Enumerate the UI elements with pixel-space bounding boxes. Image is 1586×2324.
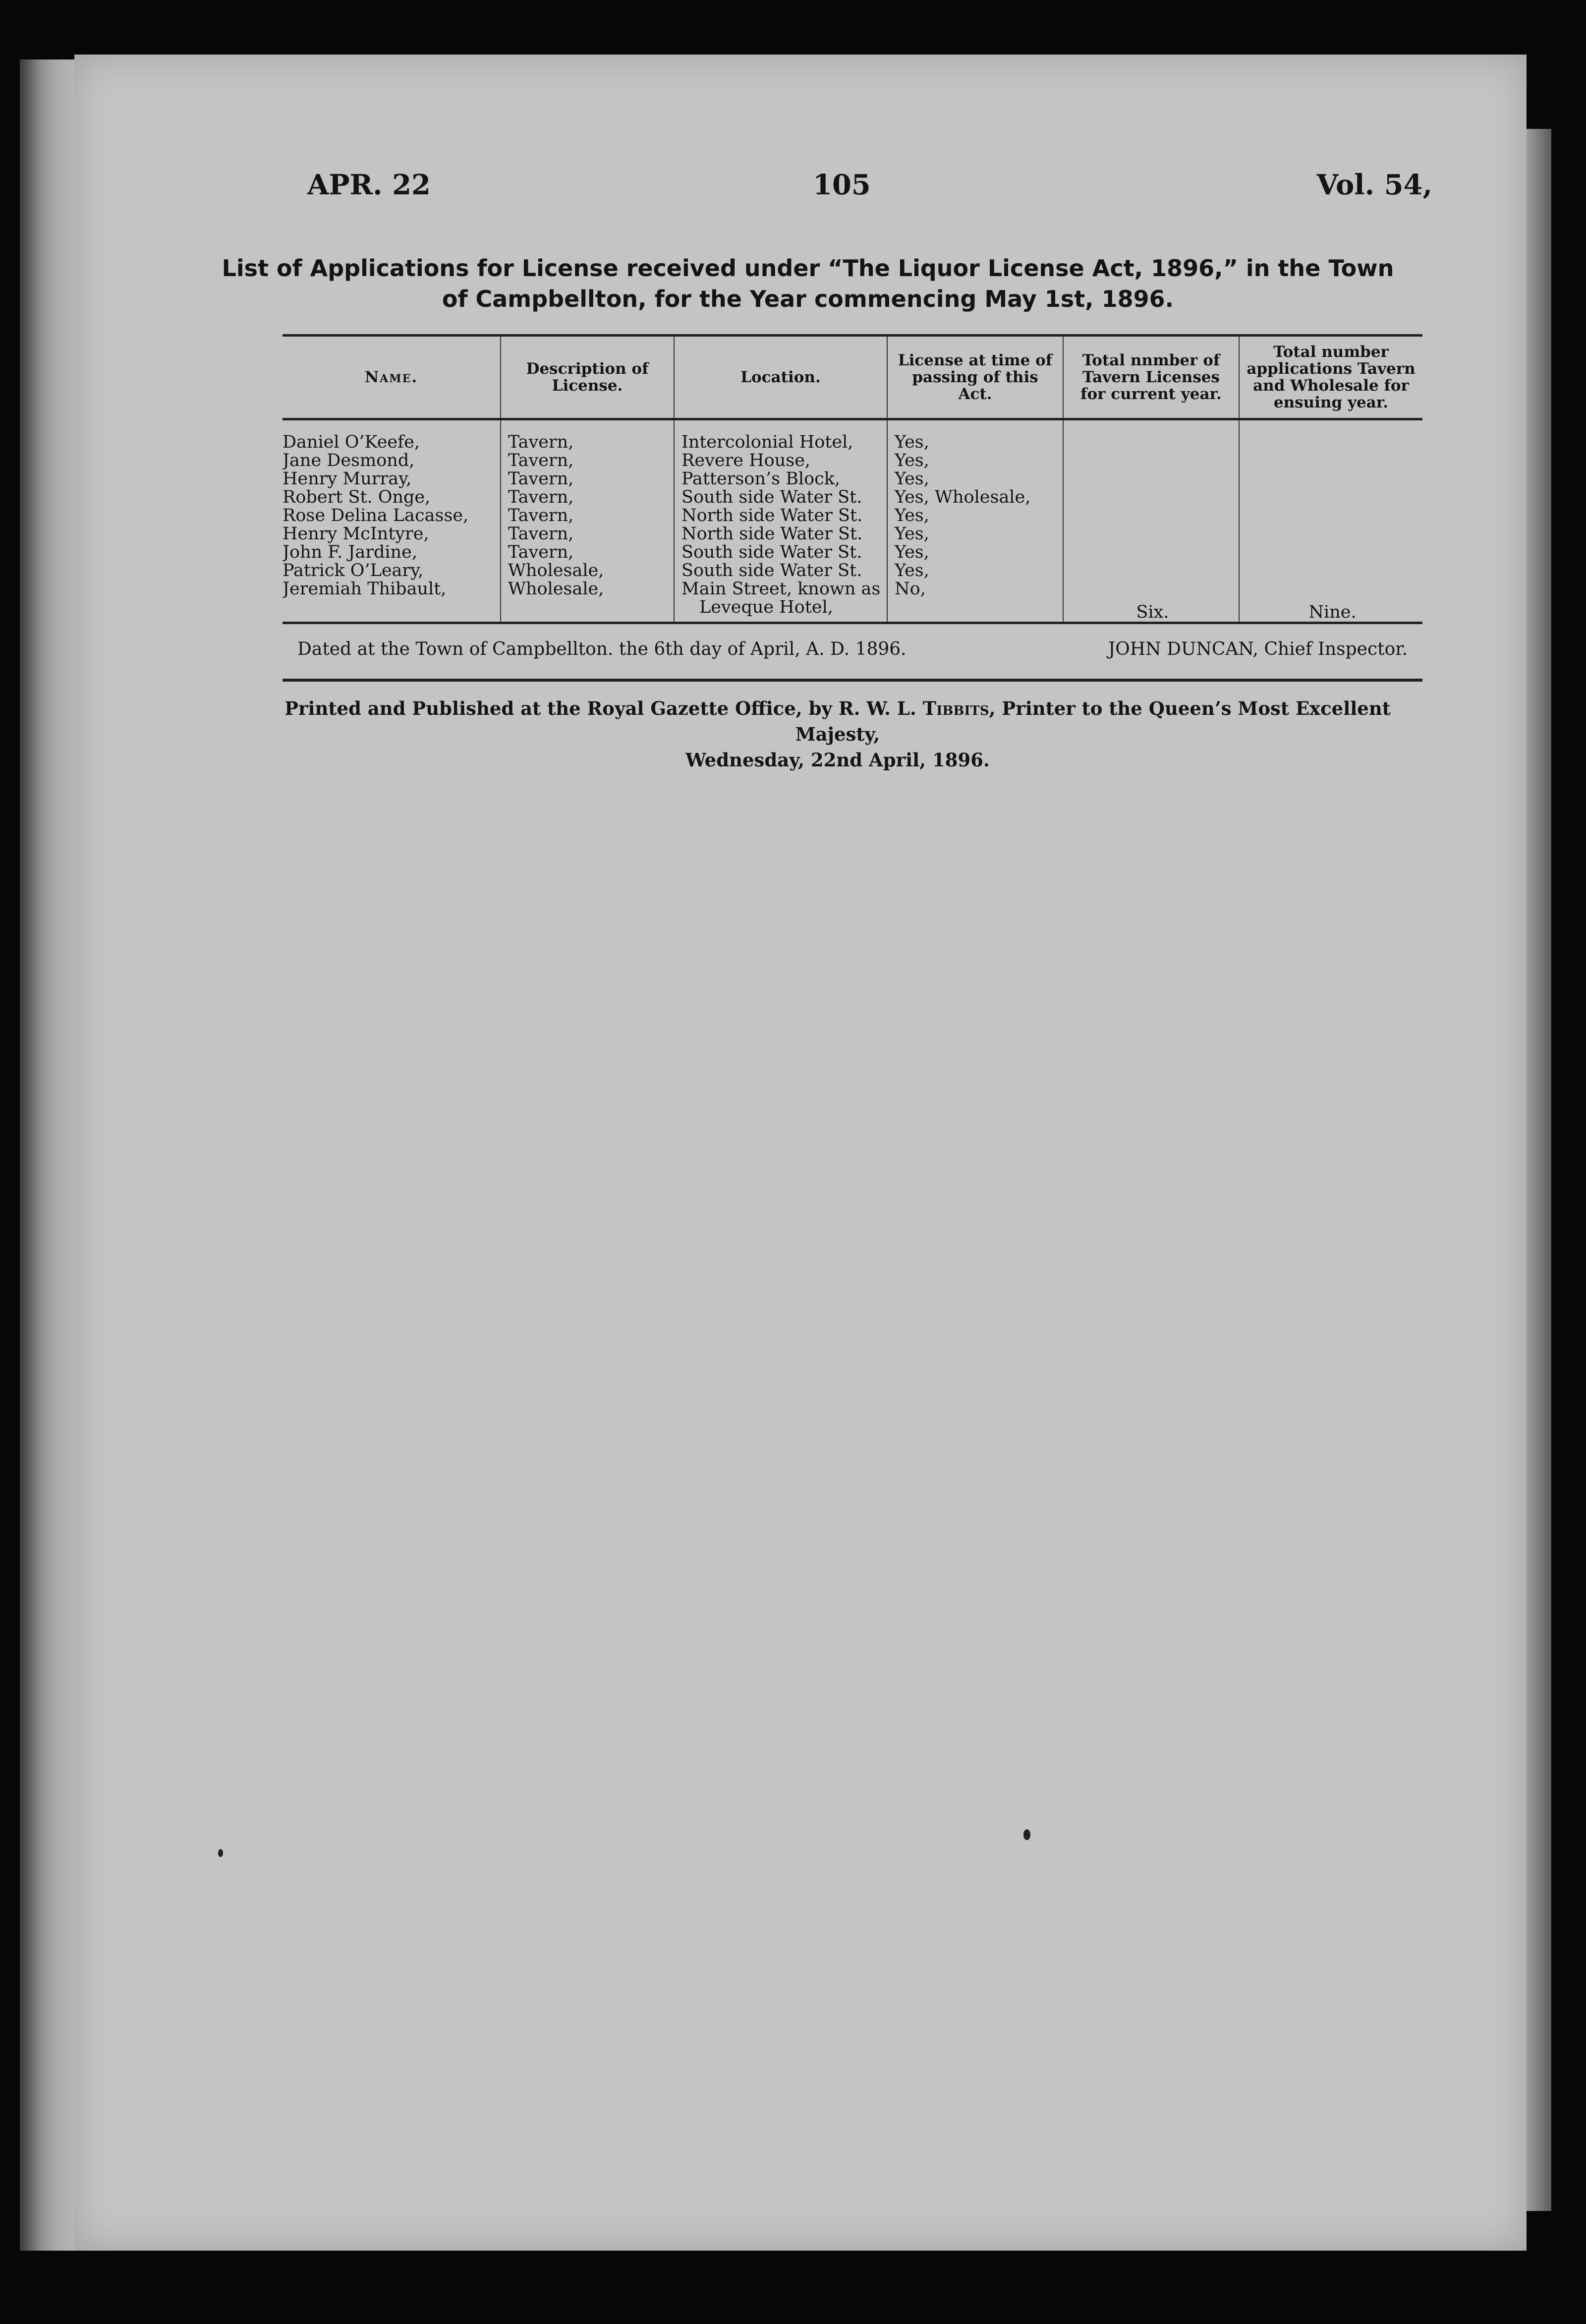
dated-statement: Dated at the Town of Campbellton. the 6th day of April, A. D. 1896.: [297, 639, 906, 659]
license-applications-table: [283, 334, 1422, 624]
total-current-licenses: Six.: [1063, 419, 1239, 623]
license-description: Wholesale,: [501, 562, 674, 580]
license-status: No,: [887, 580, 1063, 623]
license-location: Revere House,: [674, 452, 887, 470]
issue-date: APR. 22: [307, 169, 431, 201]
location-line: Main Street, known as: [681, 580, 881, 599]
applicant-name: Jane Desmond,: [283, 452, 415, 470]
license-status: Yes,: [887, 562, 1063, 580]
applicant-name: Henry Murray,: [283, 470, 412, 488]
printer-imprint: [198, 696, 1417, 773]
scan-page-edge-right: [1527, 129, 1551, 2211]
license-status: Yes,: [887, 525, 1063, 543]
license-location: Intercolonial Hotel,: [674, 419, 887, 452]
license-status: Yes, Wholesale,: [887, 488, 1063, 507]
header-total-ensuing: Total number applications Tavern and Wholesale for ensuing year.: [1239, 336, 1422, 419]
page-content: [198, 169, 1432, 773]
ink-speck: [1023, 1829, 1030, 1840]
closing-rule: [283, 679, 1422, 682]
ink-speck: [218, 1849, 223, 1857]
header-license-at-time: License at time of passing of this Act.: [887, 336, 1063, 419]
license-location: North side Water St.: [674, 525, 887, 543]
license-description: Tavern,: [501, 543, 674, 562]
total-ensuing-applications: Nine.: [1239, 419, 1422, 623]
license-description: Tavern,: [501, 470, 674, 488]
table-row: [283, 419, 1422, 452]
license-status: Yes,: [887, 543, 1063, 562]
license-description: Wholesale,: [501, 580, 674, 623]
imprint-date-line: Wednesday, 22nd April, 1896.: [685, 749, 990, 771]
header-location: Location.: [674, 336, 887, 419]
header-name: Name.: [364, 368, 418, 386]
imprint-line-1: [258, 696, 1417, 747]
list-title: List of Applications for License received under “The Liquor License Act, 1896,” in the Town of Campbellton, for the Year commencing May 1st, 1896.: [222, 255, 1394, 312]
volume-number: Vol. 54,: [1316, 169, 1432, 201]
license-location: Patterson’s Block,: [674, 470, 887, 488]
license-location: North side Water St.: [674, 507, 887, 525]
applicant-name: Rose Delina Lacasse,: [283, 507, 469, 525]
applicant-name: Daniel O’Keefe,: [283, 432, 420, 452]
location-line-continued: Leveque Hotel,: [699, 597, 833, 617]
applicant-name: Jeremiah Thibault,: [283, 580, 447, 599]
applicant-name: Robert St. Onge,: [283, 488, 431, 507]
license-description: Tavern,: [501, 525, 674, 543]
applicant-name: John F. Jardine,: [283, 543, 418, 562]
license-location: [674, 580, 887, 623]
header-description: Description of License.: [501, 336, 674, 419]
license-description: Tavern,: [501, 452, 674, 470]
scan-page-edge-left: [20, 59, 79, 2251]
imprint-after-printer: , Printer to the Queen’s Most Excellent Majesty,: [795, 697, 1391, 745]
running-head: [198, 169, 1432, 208]
license-description: Tavern,: [501, 488, 674, 507]
license-description: Tavern,: [501, 419, 674, 452]
license-location: South side Water St.: [674, 562, 887, 580]
inspector-signature: JOHN DUNCAN, Chief Inspector.: [1108, 639, 1408, 659]
header-total-current: Total nnmber of Tavern Licenses for current year.: [1063, 336, 1239, 419]
applicant-name: Henry McIntyre,: [283, 525, 429, 543]
license-location: South side Water St.: [674, 543, 887, 562]
license-status: Yes,: [887, 452, 1063, 470]
applicant-name: Patrick O’Leary,: [283, 562, 424, 580]
imprint-printer-surname: Tibbits: [922, 697, 989, 719]
table-header-row: [283, 336, 1422, 419]
page-number: 105: [813, 169, 871, 201]
license-description: Tavern,: [501, 507, 674, 525]
license-location: South side Water St.: [674, 488, 887, 507]
dated-line: [283, 634, 1422, 669]
license-status: Yes,: [887, 470, 1063, 488]
license-status: Yes,: [887, 419, 1063, 452]
imprint-before-printer: Printed and Published at the Royal Gazette Office, by R. W. L.: [284, 697, 916, 719]
license-status: Yes,: [887, 507, 1063, 525]
